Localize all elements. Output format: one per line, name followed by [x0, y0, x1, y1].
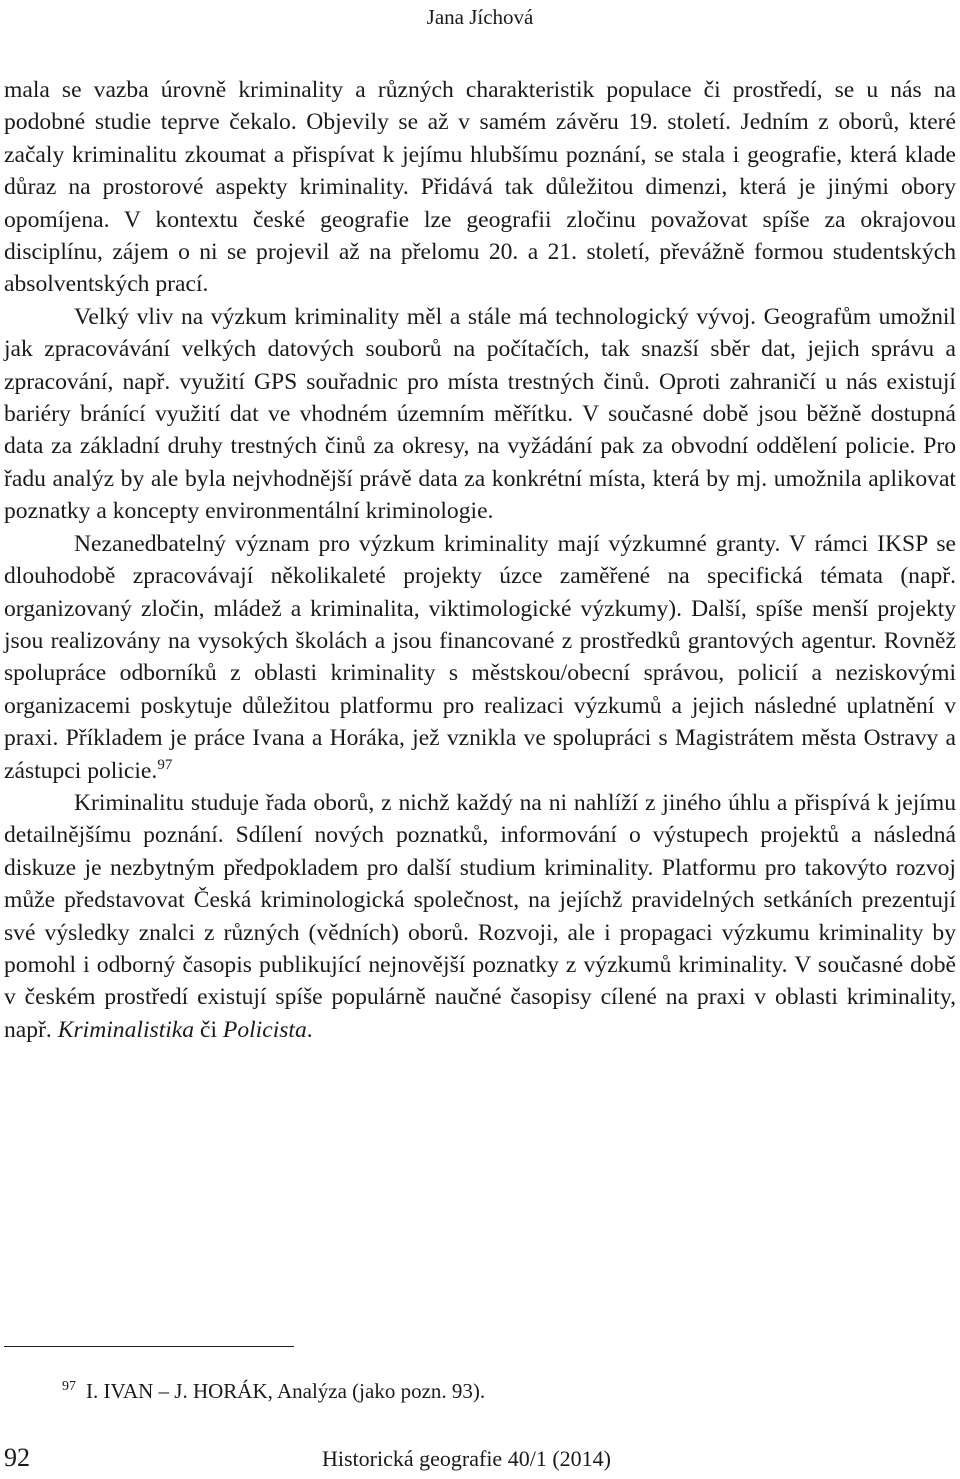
paragraph-4-end: . — [306, 1016, 313, 1043]
paragraph-1 — [4, 74, 956, 301]
running-header-author: Jana Jíchová — [426, 5, 534, 29]
paragraph-2-text: Velký vliv na výzkum kriminality měl a stále má technologický vývoj. Geografům umožnil jak zpracovávání velkých datových souborů na počítačích, tak snazší sběr dat, jejich správu a zpracování, např. využití GPS souřadnic pro místa trestných činů. Oproti zahraničí u nás existují bariéry bránící využití dat ve vhodném územním měřítku. V současné době jsou běžně dostupná data za základní druhy trestných činů za okresy, na vyžádání pak za obvodní oddělení policie. Pro řadu analýz by ale byla nejvhodnější právě data za konkrétní místa, která by mj. umožnila aplikovat poznatky a koncepty environmentální kriminologie. — [4, 303, 956, 525]
footnote-reference[interactable]: 97 — [157, 756, 173, 773]
paragraph-4-connector: či — [194, 1016, 223, 1043]
footnote-text: I. IVAN – J. HORÁK, Analýza (jako pozn. 93). — [86, 1379, 486, 1403]
paragraph-3 — [4, 528, 956, 787]
paragraph-1-text: mala se vazba úrovně kriminality a různých charakteristik populace či prostředí, se u nás na podobné studie teprve čekalo. Objevily se až v samém závěru 19. století. Jedním z oborů, které začaly kriminalitu zkoumat a přispívat k jejímu hlubšímu poznání, se stala i geografie, která klade důraz na prostorové aspekty kriminality. Přidává tak důležitou dimenzi, která je jinými obory opomíjena. V kontextu české geografie lze geografii zločinu považovat spíše za okrajovou disciplínu, zájem o ni se projevil až na přelomu 20. a 21. století, převážně formou studentských absolventských prací. — [4, 77, 956, 298]
paragraph-2 — [4, 301, 956, 528]
paragraph-4-text: Kriminalitu studuje řada oborů, z nichž každý na ni nahlíží z jiného úhlu a přispívá k jejímu detailnějšímu poznání. Sdílení nových poznatků, informování o výstupech projektů a následná diskuze je nezbytným předpokladem pro další studium kriminality. Platformu pro takovýto rozvoj může představovat Česká kriminologická společnost, na jejíchž pravidelných setkáních prezentují své výsledky znalci z různých (vědních) oborů. Rozvoji, ale i propagaci výzkumu kriminality by pomohl i odborný časopis publikující nejnovější poznatky z výzkumů kriminality. V současné době v českém prostředí existují spíše populárně naučné časopisy cílené na praxi v oblasti kriminality, např. — [4, 789, 956, 1043]
paragraph-4 — [4, 787, 956, 1046]
footnote — [62, 1378, 485, 1404]
page-footer — [4, 1442, 956, 1476]
footnote-mark: 97 — [62, 1379, 76, 1394]
journal-title-policista: Policista — [222, 1016, 307, 1043]
body-text — [4, 74, 956, 1046]
page-number: 92 — [4, 1443, 30, 1472]
paragraph-3-text: Nezanedbatelný význam pro výzkum kriminality mají výzkumné granty. V rámci IKSP se dlouhodobě zpracovávají několikaleté projekty úzce zaměřené na specifická témata (např. organizovaný zločin, mládež a kriminalita, viktimologické výzkumy). Další, spíše menší projekty jsou realizovány na vysokých školách a jsou financované z prostředků grantových agentur. Rovněž spolupráce odborníků z oblasti kriminality s městskou/obecní správou, policií a neziskovými organizacemi poskytuje důležitou platformu pro realizaci výzkumů a jejich následné uplatnění v praxi. Příkladem je práce Ivana a Horáka, jež vznikla ve spolupráci s Magistrátem města Ostravy a zástupci policie. — [4, 530, 956, 784]
journal-name: Historická geografie 40/1 (2014) — [322, 1446, 611, 1471]
footnote-separator — [4, 1346, 294, 1347]
journal-title-kriminalistika: Kriminalistika — [57, 1016, 195, 1043]
